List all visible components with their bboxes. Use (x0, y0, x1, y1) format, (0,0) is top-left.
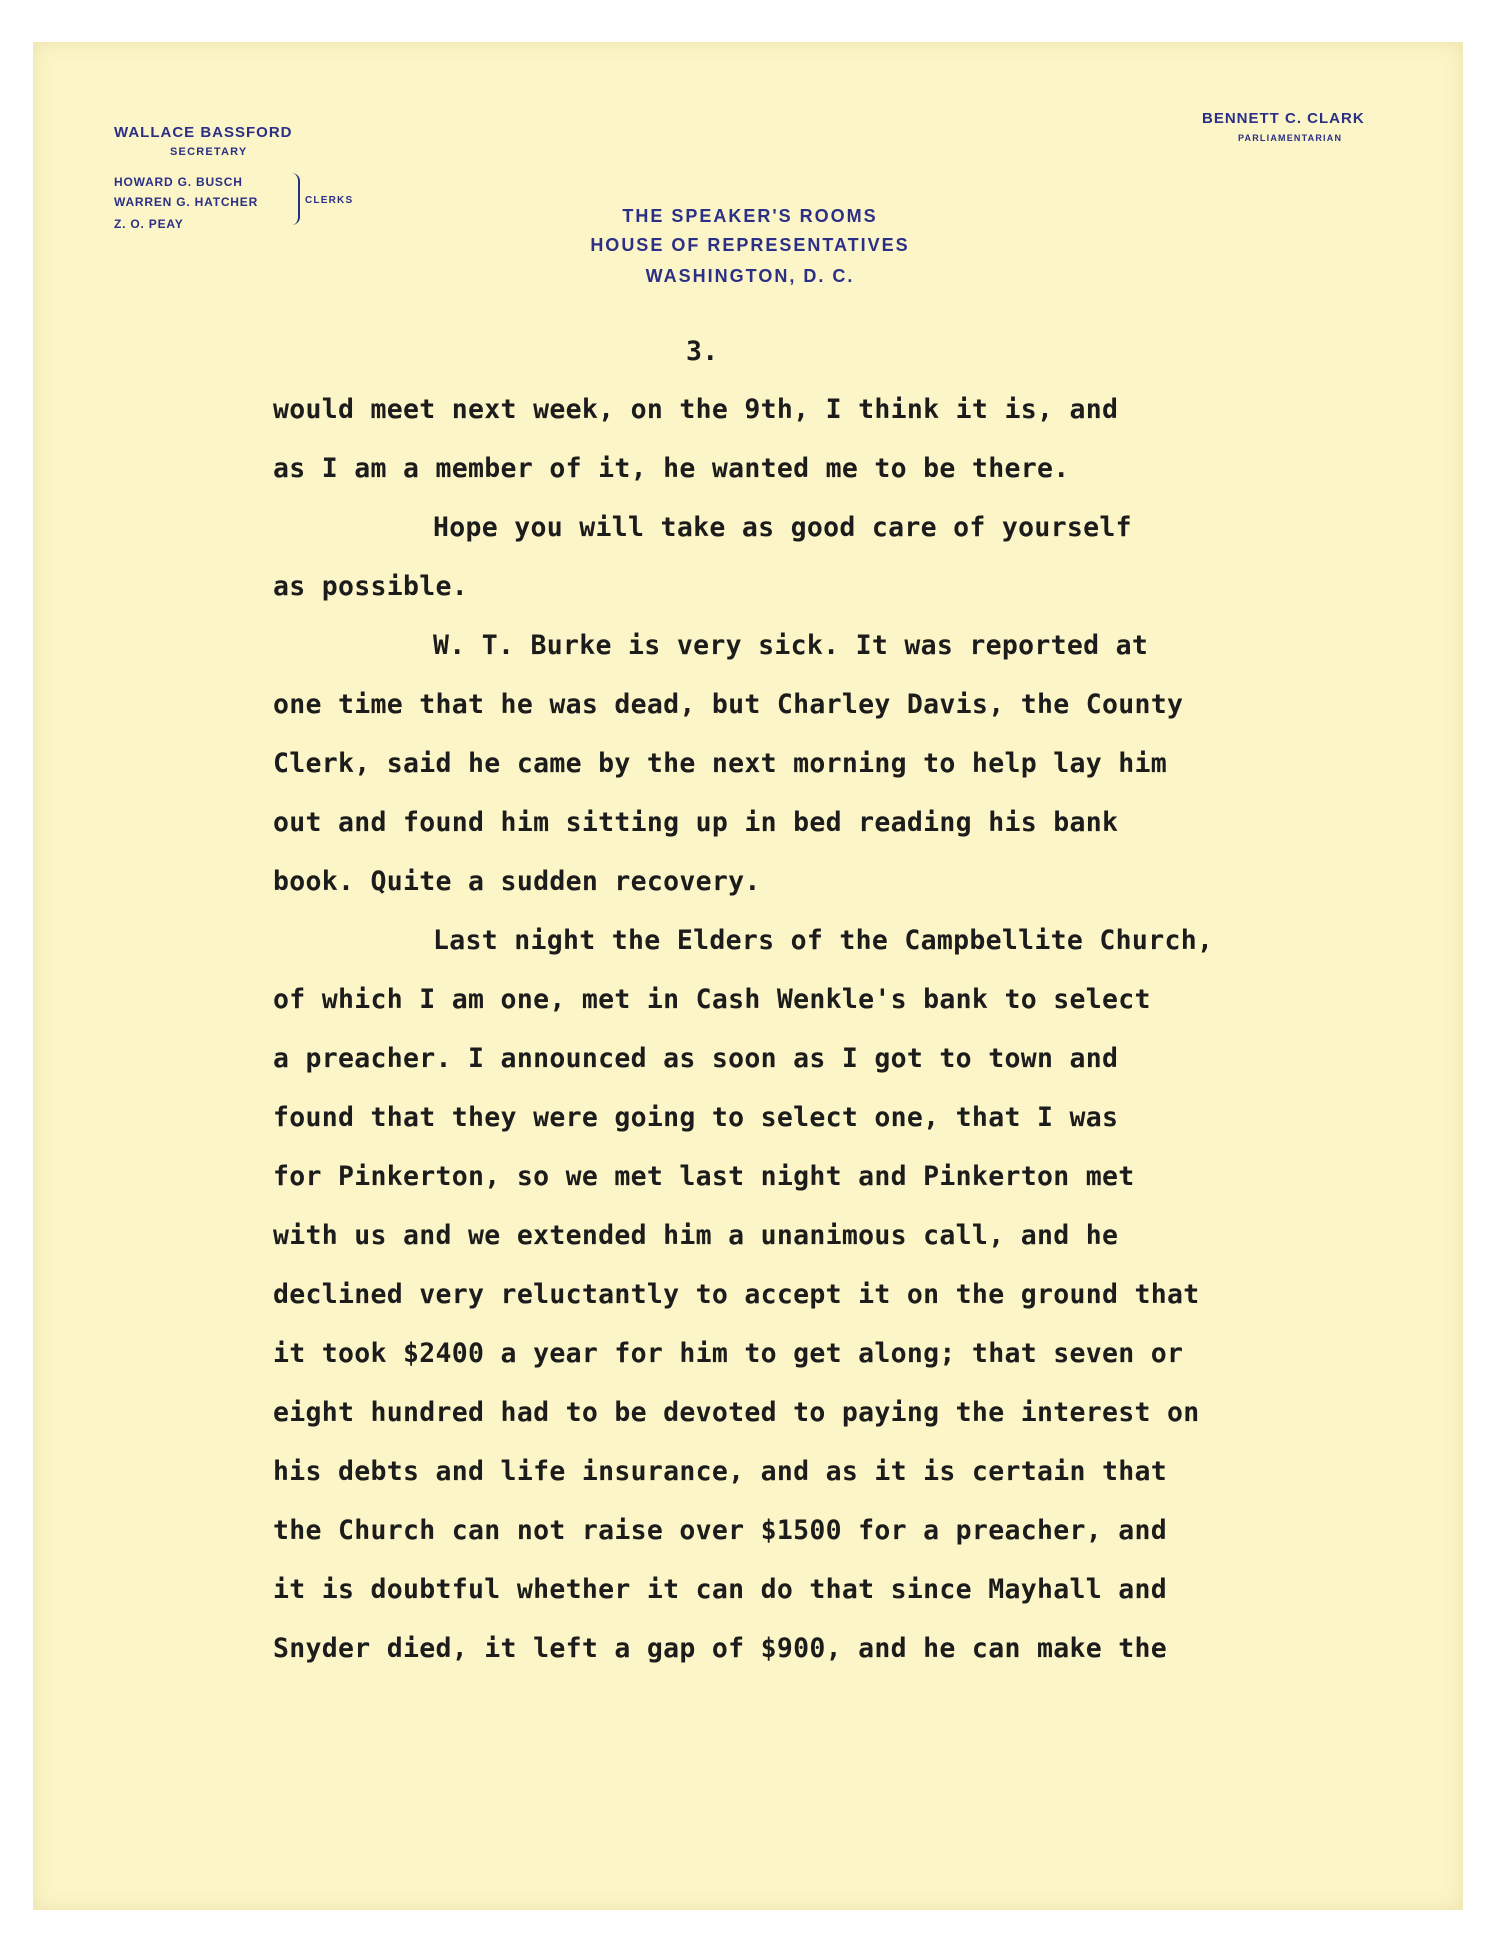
page-number: 3. (686, 336, 719, 367)
body-line: W. T. Burke is very sick. It was reported at (433, 630, 1149, 661)
secretary-name: WALLACE BASSFORD (114, 124, 293, 141)
parliamentarian-name: BENNETT C. CLARK (1202, 110, 1365, 127)
body-line: out and found him sitting up in bed reading his bank (273, 807, 1119, 838)
clerk-name: Z. O. PEAY (114, 217, 184, 231)
letter-sheet (33, 42, 1463, 1910)
secretary-title: SECRETARY (170, 146, 248, 158)
body-line: declined very reluctantly to accept it on the ground that (273, 1279, 1200, 1310)
clerk-name: HOWARD G. BUSCH (114, 175, 243, 189)
parliamentarian-title: PARLIAMENTARIAN (1238, 133, 1343, 143)
body-line: as I am a member of it, he wanted me to be there. (273, 453, 1070, 484)
body-line: Hope you will take as good care of yourself (433, 512, 1132, 543)
body-line: of which I am one, met in Cash Wenkle's bank to select (273, 984, 1151, 1015)
office-line-3: WASHINGTON, D. C. (645, 266, 855, 286)
body-line: Snyder died, it left a gap of $900, and he can make the (273, 1633, 1167, 1664)
body-line: as possible. (273, 571, 469, 602)
body-line: found that they were going to select one, that I was (273, 1102, 1119, 1133)
body-line: for Pinkerton, so we met last night and Pinkerton met (273, 1161, 1135, 1192)
body-line: would meet next week, on the 9th, I think it is, and (273, 394, 1119, 425)
body-line: his debts and life insurance, and as it is certain that (273, 1456, 1167, 1487)
body-line: the Church can not raise over $1500 for a preacher, and (273, 1515, 1167, 1546)
clerks-label: CLERKS (305, 195, 354, 206)
office-line-2: HOUSE OF REPRESENTATIVES (590, 235, 910, 255)
clerk-name: WARREN G. HATCHER (114, 195, 259, 209)
body-line: a preacher. I announced as soon as I got to town and (273, 1043, 1119, 1074)
body-line: eight hundred had to be devoted to paying the interest on (273, 1397, 1200, 1428)
body-line: with us and we extended him a unanimous call, and he (273, 1220, 1119, 1251)
office-line-1: THE SPEAKER'S ROOMS (622, 206, 878, 226)
body-line: one time that he was dead, but Charley Davis, the County (273, 689, 1184, 720)
body-line: Clerk, said he came by the next morning to help lay him (273, 748, 1167, 779)
body-line: it is doubtful whether it can do that since Mayhall and (273, 1574, 1167, 1605)
body-line: Last night the Elders of the Campbellite Church, (433, 925, 1214, 956)
body-line: it took $2400 a year for him to get along; that seven or (273, 1338, 1184, 1369)
body-line: book. Quite a sudden recovery. (273, 866, 761, 897)
